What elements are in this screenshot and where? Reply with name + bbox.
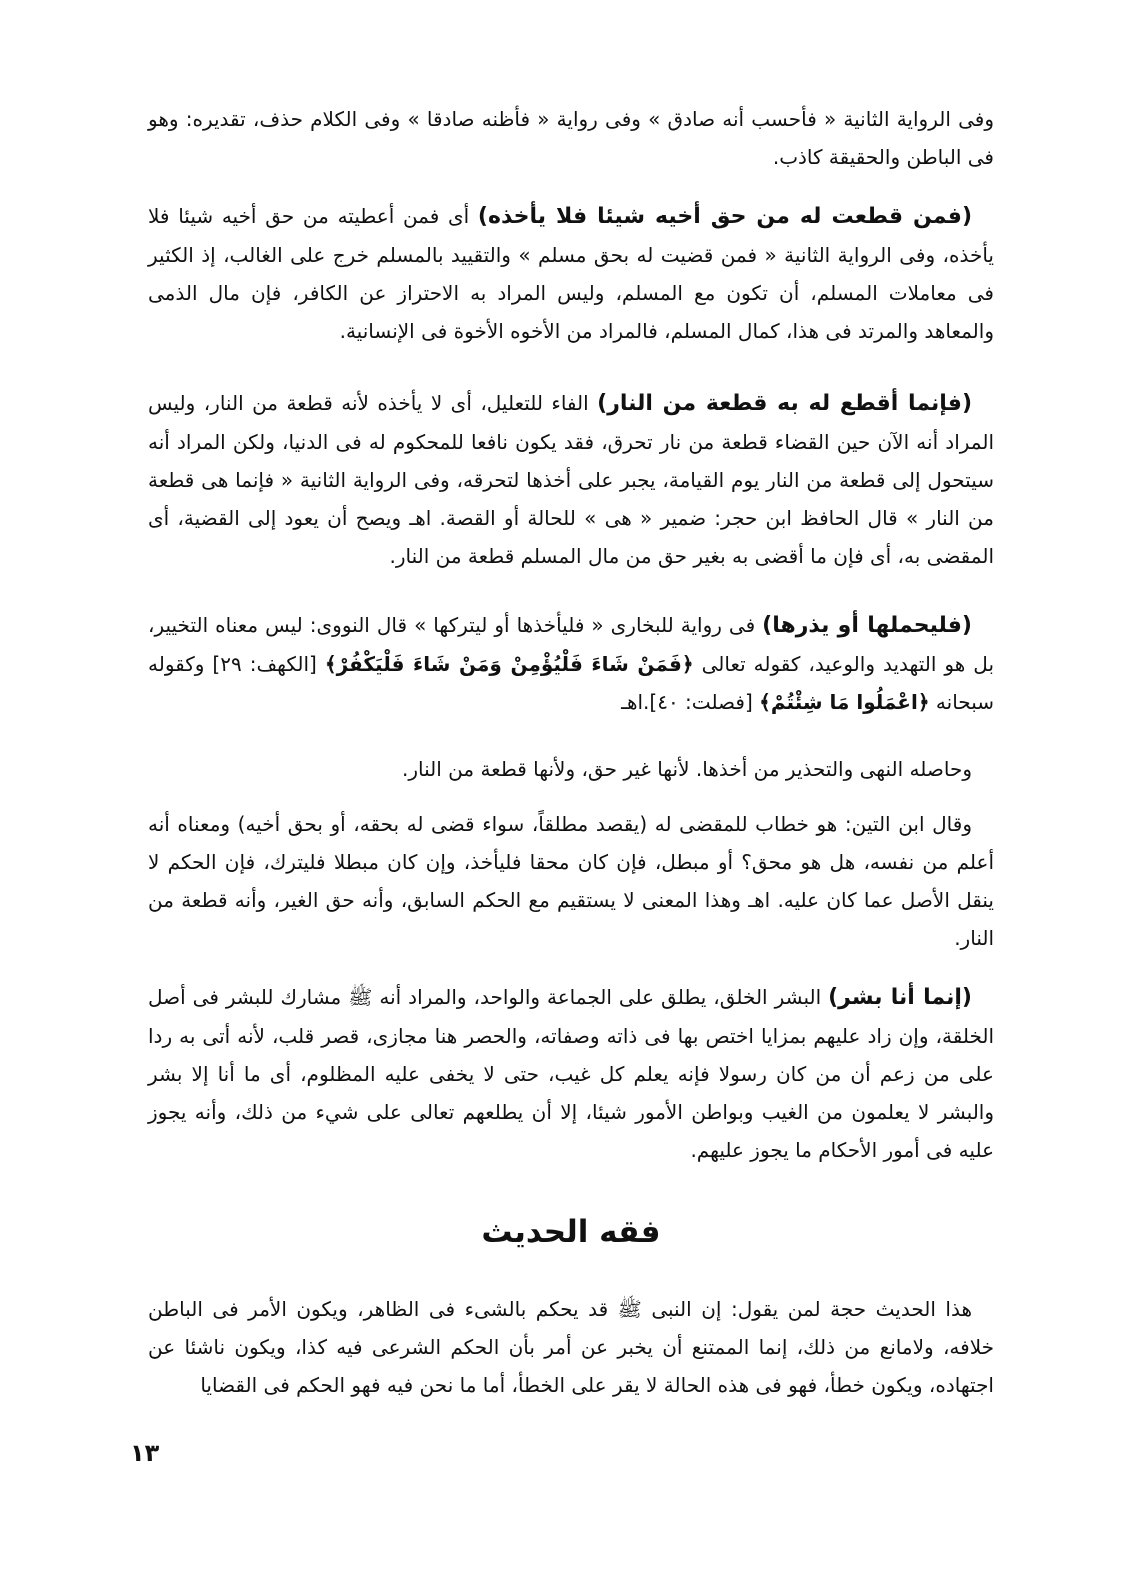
paragraph-qitah-min-al-nar <box>148 384 994 575</box>
paragraph-text: الفاء للتعليل، أى لا يأخذه لأنه قطعة من النار، وليس المراد أنه الآن حين القضاء قطعة من نار تحرق، فقد يكون نافعا للمحكوم له فى الدنيا، ولكن المراد أنه سيتحول إلى قطعة من النار يوم القيامة، يجبر على أخذها لتحرقه، وفى الرواية الثانية « فإنما هى قطعة من النار » قال الحافظ ابن حجر: ضمير « هى » للحالة أو القصة. اهـ ويصح أن يعود إلى القضية، أى المقضى به، أى فإن ما أقضى به بغير حق من مال المسلم قطعة من النار. <box>148 391 994 568</box>
paragraph-body <box>148 384 994 575</box>
paragraph-hasiluhu <box>148 750 994 788</box>
hadith-phrase: (إنما أنا بشر) <box>828 985 972 1010</box>
page-number: ١٣ <box>130 1439 160 1467</box>
paragraph-haqq-akhih <box>148 197 994 350</box>
paragraph-text: وقال ابن التين: هو خطاب للمقضى له (يقصد مطلقاً، سواء قضى له بحقه، أو بحق أخيه) ومعناه أنه أعلم من نفسه، هل هو محق؟ أو مبطل، فإن كان محقا فليأخذ، وإن كان مبطلا فليترك، فإن الحكم لا ينقل الأصل عما كان عليه. اهـ وهذا المعنى لا يستقيم مع الحكم السابق، وأنه حق الغير، وأنه قطعة من النار. <box>148 812 994 950</box>
paragraph-text: وفى الرواية الثانية « فأحسب أنه صادق » وفى رواية « فأظنه صادقا » وفى الكلام حذف، تقديره: وهو فى الباطن والحقيقة كاذب. <box>148 107 994 169</box>
hadith-phrase: (فإنما أقطع له به قطعة من النار) <box>597 391 972 416</box>
quran-verse-fussilat: ﴿اعْمَلُوا مَا شِئْتُمْ﴾ <box>759 690 930 714</box>
hadith-phrase: (فمن قطعت له من حق أخيه شيئا فلا يأخذه) <box>477 204 972 229</box>
quran-verse-kahf: ﴿فَمَنْ شَاءَ فَلْيُؤْمِنْ وَمَنْ شَاءَ فَلْيَكْفُرْ﴾ <box>324 652 694 676</box>
paragraph-body <box>148 606 994 721</box>
paragraph-text: هذا الحديث حجة لمن يقول: إن النبى ﷺ قد يحكم بالشىء فى الظاهر، ويكون الأمر فى الباطن خلافه، ولامانع من ذلك، إنما الممتنع أن يخبر عن أمر بأن الحكم الشرعى فيه كذا، ويكون ناشئا عن اجتهاده، ويكون خطأ، فهو فى هذه الحالة لا يقر على الخطأ، أما ما نحن فيه فهو الحكم فى القضايا <box>148 1297 994 1397</box>
paragraph-body <box>148 978 994 1169</box>
paragraph-text: البشر الخلق، يطلق على الجماعة والواحد، والمراد أنه ﷺ مشارك للبشر فى أصل الخلقة، وإن زاد عليهم بمزايا اختص بها فى ذاته وصفاته، والحصر هنا مجازى، قصر قلب، لأنه أتى به ردا على من زعم أن من كان رسولا فإنه يعلم كل غيب، حتى لا يخفى عليه المظلوم، أى ما أنا إلا بشر والبشر لا يعلمون من الغيب وبواطن الأمور شيئا، إلا أن يطلعهم تعالى على شيء من ذلك، وأنه يجوز عليه فى أمور الأحكام ما يجوز عليهم. <box>148 985 994 1162</box>
paragraph-fiqh <box>148 1290 994 1404</box>
paragraph-falyahmilha <box>148 606 994 721</box>
paragraph-text: أى فمن أعطيته من حق أخيه شيئا فلا يأخذه، وفى الرواية الثانية « فمن قضيت له بحق مسلم » والتقييد بالمسلم خرج على الغالب، إذ الكثير فى معاملات المسلم، أن تكون مع المسلم، وليس المراد به الاحتراز عن الكافر، فإن مال الذمى والمعاهد والمرتد فى هذا، كمال المسلم، فالمراد من الأخوه الأخوة فى الإنسانية. <box>148 204 994 343</box>
verse-reference: [الكهف: ٢٩] وكقوله سبحانه <box>148 652 994 714</box>
paragraph-text: فى رواية للبخارى « فليأخذها أو ليتركها » قال النووى: ليس معناه التخيير، بل هو التهديد والوعيد، كقوله تعالى <box>148 613 995 676</box>
paragraph-ibn-al-tin <box>148 805 994 957</box>
paragraph-intro <box>148 100 994 176</box>
paragraph-innama-ana-bashar <box>148 978 994 1169</box>
paragraph-body <box>148 197 994 350</box>
paragraph-text: وحاصله النهى والتحذير من أخذها. لأنها غير حق، ولأنها قطعة من النار. <box>402 757 972 781</box>
section-heading: فقه الحديث <box>481 1214 661 1250</box>
verse-reference: [فصلت: ٤٠].اهـ <box>621 690 760 714</box>
hadith-phrase: (فليحملها أو يذرها) <box>762 613 972 638</box>
